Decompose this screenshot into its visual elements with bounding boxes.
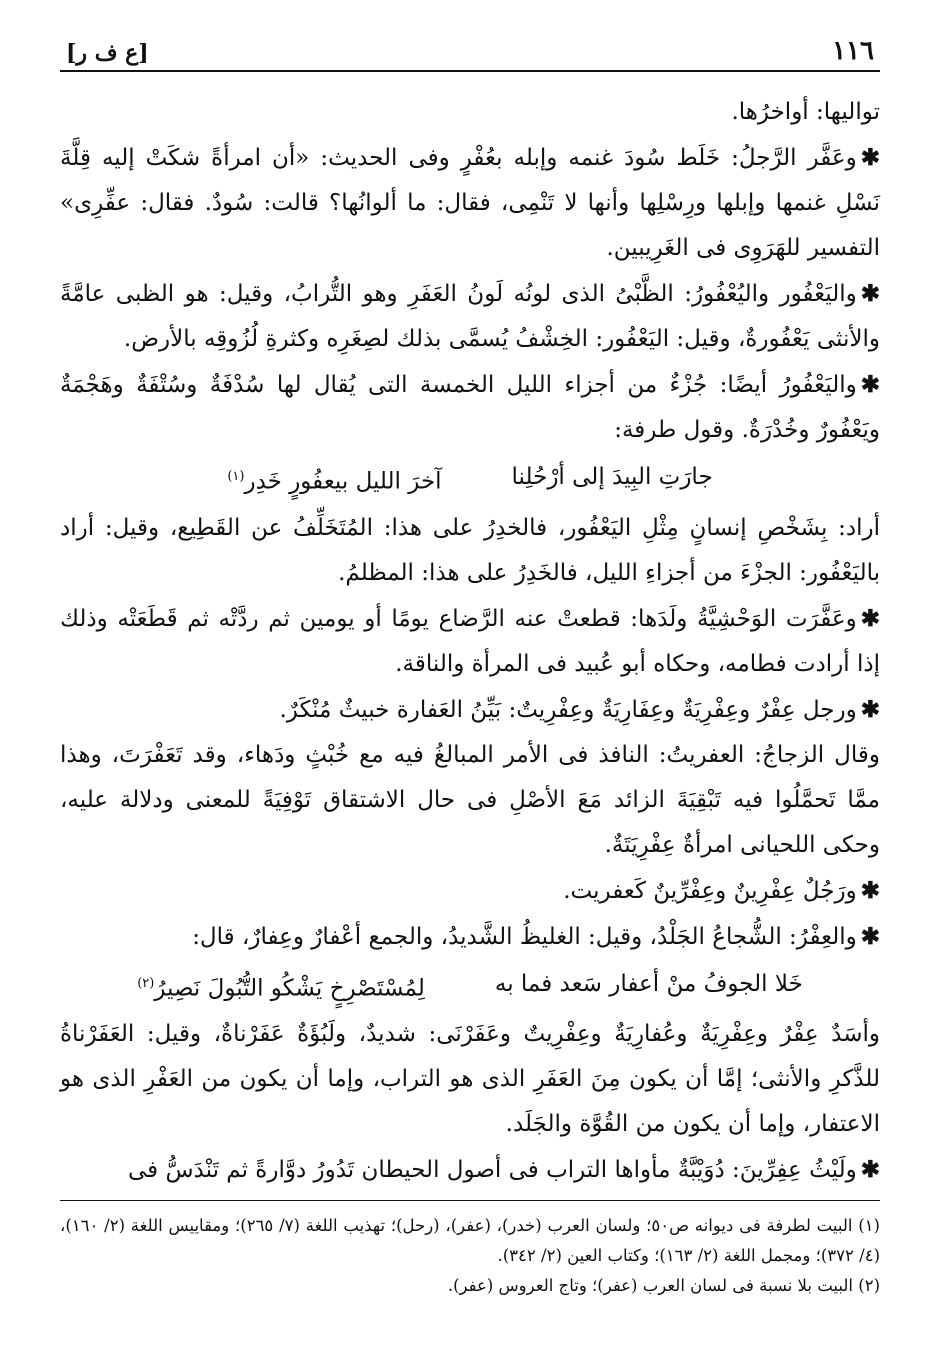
verse-second-hemistich: لِمُسْتَصْرِخٍ يَشْكُو التُّبُولَ نَصِيرُ$^{(٢)}$	[137, 975, 425, 1002]
entry-star-icon: ✱	[860, 604, 880, 632]
page-header	[60, 28, 880, 72]
entry-star-icon: ✱	[860, 1156, 880, 1184]
paragraph: ✱ورجل عِفْرٌ وعِفْرِيَةٌ وعِفَارِيَةٌ وعِفْرِيتٌ: بَيِّنُ العَفارة خبيثٌ مُنْكَرٌ.	[279, 695, 880, 723]
page-number: ١١٦	[832, 36, 874, 66]
verse-first-hemistich: جارَتِ البِيدَ إلى أرْحُلِنا	[511, 464, 713, 490]
entry-star-icon: ✱	[860, 280, 880, 307]
root-label: [ع ف ر]	[66, 40, 149, 66]
footnote-ref: (٢)	[137, 975, 155, 991]
entry-star-icon: ✱	[860, 876, 880, 904]
paragraph: ✱وعَفَّرَت الوَحْشِيَّةُ ولَدَها: قطعتْ عنه الرَّضاع يومًا أو يومين ثم ردَّتْه ثم قَطَعَتْه وذلك إذا أرادت فطامه، وحكاه أبو عُبيد فى المرأة والناقة.	[60, 604, 880, 677]
paragraph: ✱وعَفَّر الرَّجلُ: خَلَط سُودَ غنمه وإبله بعُفْرٍ وفى الحديث: «أن امرأةً شكَتْ إليه قِلَّةَ نَسْلِ غنمها وإبلها ورِسْلِها وأنها لا تَنْمِى، فقال: ما ألوانُها؟ قالت: سُودٌ. فقال: عفِّرِى» التفسير للهَرَوِى فى الغَرِيبين.	[60, 144, 880, 261]
verse-second-hemistich: آخرَ الليل بيعفُورٍ خَدِر$^{(١)}$	[227, 468, 442, 495]
verse-line	[60, 453, 880, 506]
footnote: (١) البيت لطرفة فى ديوانه ص٥٠؛ ولسان العرب (خدر)، (عفر)، (رحل)؛ تهذيب اللغة (٧/ ٢٦٥)؛ ومقاييس اللغة (٢/ ١٦٠)، (٤/ ٣٧٢)؛ ومجمل اللغة (٢/ ١٦٣)؛ وكتاب العين (٢/ ٣٤٢).	[60, 1216, 880, 1265]
paragraph: تواليها: أواخرُها.	[731, 99, 880, 125]
paragraph: وأسَدٌ عِفْرٌ وعِفْرِيَةٌ وعُفارِيَةٌ وعِفْرِيتٌ وعَفَرْنَى: شديدٌ، ولَبُؤَةٌ عَفَرْناةٌ، وقيل: العَفَرْناةُ للذَّكرِ والأنثى؛ إمَّا أن يكون مِنَ العَفَرِ الذى هو التراب، وإما أن يكون من العَفْرِ الذى هو الاعتفار، وإما أن يكون من القُوَّة والجَلَد.	[60, 1021, 880, 1138]
footnote-ref: (١)	[227, 469, 245, 484]
verse-line	[60, 960, 880, 1013]
verse-first-hemistich: خَلا الجوفُ منْ أعفار سَعد فما به	[494, 970, 803, 997]
entry-star-icon: ✱	[860, 371, 880, 398]
entry-star-icon: ✱	[860, 144, 880, 171]
paragraph: ✱ولَيْثُ عِفِرِّينَ: دُوَيْبَّةٌ مأواها التراب فى أصول الحيطان تَدُورُ دوَّارةً ثم تَنْدَسُّ فى	[128, 1156, 880, 1184]
paragraph: ✱واليَعْفُور واليُعْفُورُ: الظَّبْىُ الذى لونُه لَونُ العَفَرِ وهو التُّرابُ، وقيل: هو الظبى عامَّةً والأنثى يَعْفُورةٌ، وقيل: اليَعْفُور: الخِشْفُ يُسمَّى بذلك لصِغَرِه وكثرةِ لُزُوقِه بالأرض.	[60, 280, 880, 352]
entry-star-icon: ✱	[860, 922, 880, 950]
entry-star-icon: ✱	[860, 695, 880, 723]
footnote: (٢) البيت بلا نسبة فى لسان العرب (عفر)؛ وتاج العروس (عفر).	[447, 1276, 880, 1295]
paragraph: ✱واليَعْفُورُ أيضًا: جُزْءٌ من أجزاء الليل الخمسة التى يُقال لها سُدْفَةٌ وسُتْفَةٌ وهَجْمَةٌ ويَعْفُورٌ وخُدْرَةٌ. وقول طرفة:	[60, 371, 880, 443]
paragraph: ✱والعِفْرُ: الشُّجاعُ الجَلْدُ، وقيل: الغليظُ الشَّديدُ، والجمع أعْفارٌ وعِفارٌ، قال:	[192, 922, 880, 950]
footnotes	[60, 1200, 880, 1301]
main-text	[60, 90, 880, 1193]
paragraph: وقال الزجاجُ: العفريتُ: النافذ فى الأمر المبالغُ فيه مع خُبْثٍ ودَهاء، وقد تَعَفْرَتَ، وهذا ممَّا تَحمَّلُوا فيه تَبْقِيَةَ الزائد مَعَ الأصْلِ فى حال الاشتقاق تَوْفِيَةً للمعنى ودلالة عليه، وحكى اللحيانى امرأةٌ عِفْرِيَتَةٌ.	[60, 741, 880, 858]
paragraph: أراد: بِشَخْصِ إنسانٍ مِثْلِ اليَعْفُور، فالخدِرُ على هذا: المُتَخَلِّفُ عن القَطِيع، وقيل: أراد باليَعْفُور: الجزْءَ من أجزاءِ الليل، فالخَدِرُ على هذا: المظلمُ.	[60, 514, 880, 586]
paragraph: ✱ورَجُلٌ عِفْرِينٌ وعِفْرِّينٌ كَعفريت.	[563, 876, 880, 904]
